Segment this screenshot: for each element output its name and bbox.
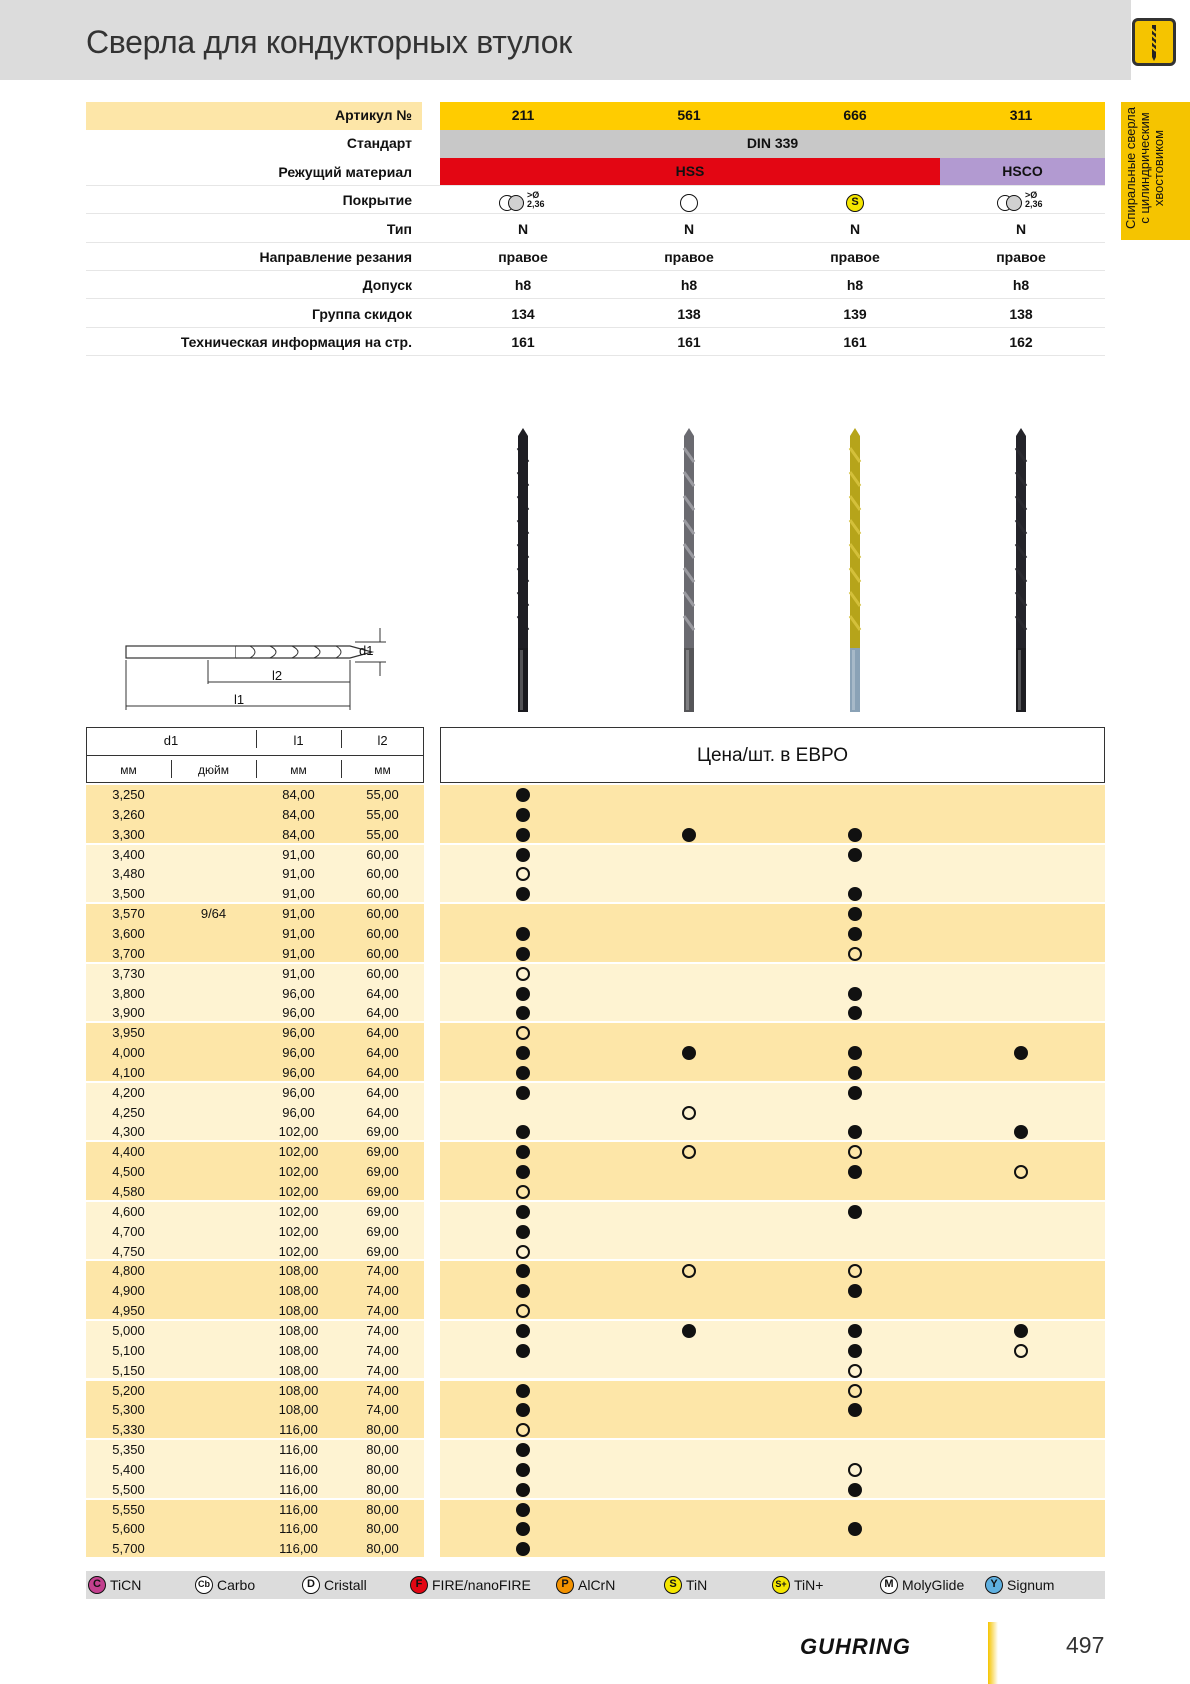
available-dot-icon[interactable] xyxy=(516,987,530,1001)
legend-cristall-icon: D xyxy=(302,1576,320,1594)
legend-tin-icon: S xyxy=(664,1576,682,1594)
row-group-bg xyxy=(440,1202,1105,1260)
on-request-circle-icon[interactable] xyxy=(516,1245,530,1259)
head-l2: l2 xyxy=(377,733,388,748)
spec-directions-2: правое xyxy=(830,249,880,265)
spec-label-tolerance: Допуск xyxy=(362,277,412,294)
cell-d: 5,300 xyxy=(112,1402,145,1418)
cell-l2: 60,00 xyxy=(366,945,399,961)
cell-l2: 60,00 xyxy=(366,925,399,941)
cell-l2: 69,00 xyxy=(366,1223,399,1239)
spec-tolerances-2: h8 xyxy=(846,277,864,294)
cell-l1: 84,00 xyxy=(282,787,315,802)
cell-l1: 102,00 xyxy=(278,1124,319,1140)
available-dot-icon[interactable] xyxy=(848,828,862,842)
cell-l2: 64,00 xyxy=(366,1064,399,1080)
cell-l1: 91,00 xyxy=(282,945,315,961)
available-dot-icon[interactable] xyxy=(848,987,862,1001)
cell-d: 4,800 xyxy=(112,1263,145,1279)
cell-d: 4,000 xyxy=(112,1045,145,1061)
legend-label: Cristall xyxy=(324,1577,367,1593)
available-dot-icon[interactable] xyxy=(516,1443,530,1457)
cell-d: 4,580 xyxy=(112,1184,145,1199)
cell-d: 3,400 xyxy=(112,846,145,862)
spec-tolerances-3: h8 xyxy=(1012,277,1030,294)
available-dot-icon[interactable] xyxy=(848,1046,862,1060)
spec-row-separator xyxy=(86,327,1105,328)
available-dot-icon[interactable] xyxy=(848,1066,862,1080)
spec-label-standard: Стандарт xyxy=(346,135,412,152)
cell-d: 3,480 xyxy=(112,866,145,882)
cell-d: 4,600 xyxy=(112,1203,145,1219)
cell-l1: 108,00 xyxy=(278,1322,319,1338)
legend-tin-icon: S+ xyxy=(772,1576,790,1594)
cell-l2: 74,00 xyxy=(366,1283,399,1299)
cell-l1: 102,00 xyxy=(278,1184,319,1199)
row-group-bg xyxy=(440,1321,1105,1379)
cell-d: 3,300 xyxy=(112,826,145,842)
cell-d: 3,800 xyxy=(112,985,145,1001)
row-group-bg xyxy=(440,1142,1105,1200)
cell-d: 5,200 xyxy=(112,1382,145,1398)
available-dot-icon[interactable] xyxy=(848,907,862,921)
available-dot-icon[interactable] xyxy=(516,1483,530,1497)
cell-d: 5,400 xyxy=(112,1461,145,1477)
cell-l2: 80,00 xyxy=(366,1461,399,1477)
legend-label: MolyGlide xyxy=(902,1577,965,1593)
row-group-bg xyxy=(440,904,1105,962)
unit-l1-mm: мм xyxy=(290,763,307,777)
spec-articles-1: 561 xyxy=(677,107,701,123)
cell-l2: 64,00 xyxy=(366,1084,399,1100)
row-group-bg xyxy=(440,964,1105,1022)
available-dot-icon[interactable] xyxy=(516,1384,530,1398)
cell-l2: 69,00 xyxy=(366,1144,399,1160)
cell-l2: 74,00 xyxy=(366,1263,399,1279)
cell-d: 5,350 xyxy=(112,1442,145,1458)
cell-l2: 69,00 xyxy=(366,1124,399,1140)
spec-tolerances-0: h8 xyxy=(514,277,532,294)
cell-d: 3,500 xyxy=(112,886,145,902)
spec-label-coating: Покрытие xyxy=(342,192,412,209)
row-group-bg xyxy=(440,785,1105,843)
cell-l2: 69,00 xyxy=(366,1164,399,1180)
cell-l1: 91,00 xyxy=(282,846,315,862)
available-dot-icon[interactable] xyxy=(1014,1324,1028,1338)
row-group-bg xyxy=(440,1440,1105,1498)
spec-directions-1: правое xyxy=(664,249,714,265)
available-dot-icon[interactable] xyxy=(848,848,862,862)
coating-threshold-note: >Ø 2,36 xyxy=(1025,190,1043,209)
cell-d: 3,600 xyxy=(112,925,145,941)
spec-types-1: N xyxy=(683,220,695,237)
available-dot-icon[interactable] xyxy=(516,1066,530,1080)
unit-d1-inch: дюйм xyxy=(198,763,229,777)
drill-photo-1 xyxy=(677,428,701,718)
available-dot-icon[interactable] xyxy=(848,927,862,941)
cell-l2: 80,00 xyxy=(366,1422,399,1438)
legend-signum-icon: Y xyxy=(985,1576,1003,1594)
cell-l1: 116,00 xyxy=(279,1461,318,1477)
available-dot-icon[interactable] xyxy=(848,1324,862,1338)
cell-d: 3,700 xyxy=(112,945,145,961)
cell-l2: 64,00 xyxy=(366,1045,399,1061)
available-dot-icon[interactable] xyxy=(516,848,530,862)
cell-l2: 60,00 xyxy=(366,846,399,862)
cell-l2: 60,00 xyxy=(366,965,399,981)
spec-directions-0: правое xyxy=(498,249,548,265)
available-dot-icon[interactable] xyxy=(516,1225,530,1239)
cell-l1: 91,00 xyxy=(282,925,315,941)
price-header: Цена/шт. в ЕВРО xyxy=(696,745,849,766)
cell-l1: 96,00 xyxy=(282,1104,315,1120)
dimension-diagram xyxy=(110,620,410,720)
spec-techinfo-2: 161 xyxy=(843,334,867,351)
cell-l1: 102,00 xyxy=(278,1243,319,1259)
cell-l2: 74,00 xyxy=(366,1303,399,1319)
spec-label-direction: Направление резания xyxy=(259,249,412,265)
spec-articles-3: 311 xyxy=(1009,107,1033,123)
cell-d: 3,250 xyxy=(112,787,145,802)
cell-l2: 69,00 xyxy=(366,1184,399,1199)
page-number: 497 xyxy=(1066,1632,1105,1658)
available-dot-icon[interactable] xyxy=(516,1503,530,1517)
cell-d: 4,700 xyxy=(112,1223,145,1239)
available-dot-icon[interactable] xyxy=(848,1483,862,1497)
legend-label: TiN xyxy=(686,1577,708,1593)
row-group-bg xyxy=(440,1381,1105,1439)
cell-l2: 80,00 xyxy=(366,1521,399,1537)
cell-l2: 60,00 xyxy=(366,906,399,922)
on-request-circle-icon[interactable] xyxy=(848,1384,862,1398)
cell-d: 4,750 xyxy=(112,1243,145,1259)
spec-techinfo-0: 161 xyxy=(511,334,535,351)
cell-l1: 116,00 xyxy=(279,1442,318,1458)
cell-d: 5,100 xyxy=(112,1342,145,1358)
spec-row-separator xyxy=(86,270,1105,271)
cell-d: 5,500 xyxy=(112,1481,145,1497)
cell-d: 3,730 xyxy=(112,965,145,981)
legend-carbo-icon: Cb xyxy=(195,1576,213,1594)
cell-l1: 116,00 xyxy=(279,1521,318,1537)
on-request-circle-icon[interactable] xyxy=(848,1463,862,1477)
cell-l2: 64,00 xyxy=(366,985,399,1001)
available-dot-icon[interactable] xyxy=(516,927,530,941)
row-group-bg xyxy=(440,1023,1105,1081)
available-dot-icon[interactable] xyxy=(516,788,530,802)
unit-d1-mm: мм xyxy=(120,763,137,777)
l2-label: l2 xyxy=(272,668,283,683)
cell-d: 3,950 xyxy=(112,1025,145,1041)
cell-l2: 74,00 xyxy=(366,1362,399,1378)
cell-l1: 91,00 xyxy=(282,965,315,981)
spec-discounts-3: 138 xyxy=(1009,305,1033,322)
cell-l2: 80,00 xyxy=(366,1442,399,1458)
cell-l1: 91,00 xyxy=(282,886,315,902)
cell-l2: 80,00 xyxy=(366,1501,399,1517)
spec-articles-2: 666 xyxy=(843,107,867,123)
cell-d: 4,100 xyxy=(112,1064,145,1080)
legend-label: Signum xyxy=(1007,1577,1055,1593)
cell-l2: 60,00 xyxy=(366,886,399,902)
cell-l1: 108,00 xyxy=(278,1382,319,1398)
cell-l1: 102,00 xyxy=(278,1203,319,1219)
footer-accent xyxy=(988,1622,998,1684)
spec-discounts-0: 134 xyxy=(511,305,535,322)
legend-label: Carbo xyxy=(217,1577,256,1593)
cell-d: 4,900 xyxy=(112,1283,145,1299)
available-dot-icon[interactable] xyxy=(516,1463,530,1477)
spec-techinfo-1: 161 xyxy=(677,334,701,351)
on-request-circle-icon[interactable] xyxy=(682,1106,696,1120)
cell-d: 5,150 xyxy=(112,1362,145,1378)
cell-l1: 91,00 xyxy=(282,906,315,922)
spec-standard-value: DIN 339 xyxy=(746,135,799,151)
cell-l1: 108,00 xyxy=(278,1303,319,1319)
cell-l2: 74,00 xyxy=(366,1322,399,1338)
row-group-bg xyxy=(440,1261,1105,1319)
cell-l1: 96,00 xyxy=(282,1005,315,1021)
coating-threshold-note: >Ø 2,36 xyxy=(527,190,545,209)
cell-l1: 116,00 xyxy=(279,1422,318,1438)
coating-combo-icon-3 xyxy=(997,190,1057,213)
cell-l2: 64,00 xyxy=(366,1104,399,1120)
available-dot-icon[interactable] xyxy=(848,1344,862,1358)
available-dot-icon[interactable] xyxy=(516,1046,530,1060)
page-title: Сверла для кондукторных втулок xyxy=(86,24,572,60)
legend-label: TiN+ xyxy=(794,1577,824,1593)
cell-d: 4,250 xyxy=(112,1104,145,1120)
row-group-bg xyxy=(440,1083,1105,1141)
available-dot-icon[interactable] xyxy=(516,1086,530,1100)
cell-l1: 96,00 xyxy=(282,1064,315,1080)
spec-techinfo-3: 162 xyxy=(1009,334,1033,351)
cell-l1: 91,00 xyxy=(282,866,315,882)
legend-label: TiCN xyxy=(110,1577,142,1593)
legend-molyglide-icon: M xyxy=(880,1576,898,1594)
cell-l1: 108,00 xyxy=(278,1402,319,1418)
row-group-bg xyxy=(440,1500,1105,1558)
cell-l2: 69,00 xyxy=(366,1243,399,1259)
available-dot-icon[interactable] xyxy=(516,808,530,822)
available-dot-icon[interactable] xyxy=(848,1205,862,1219)
cell-d: 4,400 xyxy=(112,1144,145,1160)
cell-d: 5,700 xyxy=(112,1541,145,1557)
spec-discounts-2: 139 xyxy=(843,305,867,322)
available-dot-icon[interactable] xyxy=(682,1324,696,1338)
spec-hsco-value: HSCO xyxy=(1002,163,1043,179)
available-dot-icon[interactable] xyxy=(516,1344,530,1358)
available-dot-icon[interactable] xyxy=(848,1086,862,1100)
spec-types-0: N xyxy=(517,220,529,237)
legend-label: AlCrN xyxy=(578,1577,616,1593)
cell-l1: 116,00 xyxy=(279,1501,318,1517)
tin-coating-icon: S xyxy=(846,194,864,212)
available-dot-icon[interactable] xyxy=(516,1205,530,1219)
cell-d: 4,500 xyxy=(112,1164,145,1180)
drill-photo-0 xyxy=(511,428,535,718)
coated-circle-icon xyxy=(1006,195,1022,211)
on-request-circle-icon[interactable] xyxy=(848,947,862,961)
brand-logo: GUHRING xyxy=(800,1634,911,1659)
spec-label-article: Артикул № xyxy=(335,107,412,123)
head-l1: l1 xyxy=(293,733,304,748)
on-request-circle-icon[interactable] xyxy=(516,1304,530,1318)
spec-types-2: N xyxy=(849,220,861,237)
coated-circle-icon xyxy=(508,195,524,211)
cell-d: 5,600 xyxy=(112,1521,145,1537)
legend-label: FIRE/nanoFIRE xyxy=(432,1577,531,1593)
spec-directions-3: правое xyxy=(996,249,1046,265)
cell-l1: 116,00 xyxy=(279,1481,318,1497)
on-request-circle-icon[interactable] xyxy=(516,1185,530,1199)
spec-label-material: Режущий материал xyxy=(278,163,412,180)
uncoated-circle-icon xyxy=(680,194,698,212)
spec-hss-value: HSS xyxy=(675,163,705,179)
cell-d: 5,330 xyxy=(112,1422,145,1438)
cell-d: 4,950 xyxy=(112,1303,145,1319)
spec-row-separator xyxy=(86,242,1105,243)
legend-ticn-icon: C xyxy=(88,1576,106,1594)
drill-photo-3 xyxy=(1009,428,1033,718)
cell-d: 5,550 xyxy=(112,1501,145,1517)
on-request-circle-icon[interactable] xyxy=(1014,1344,1028,1358)
head-d1: d1 xyxy=(163,733,179,748)
available-dot-icon[interactable] xyxy=(682,828,696,842)
cell-l1: 96,00 xyxy=(282,1025,315,1041)
spec-articles-0: 211 xyxy=(511,107,535,123)
coating-combo-icon-0 xyxy=(499,190,559,213)
on-request-circle-icon[interactable] xyxy=(848,1364,862,1378)
available-dot-icon[interactable] xyxy=(516,947,530,961)
spec-tolerances-1: h8 xyxy=(680,277,698,294)
legend-alcrn-icon: P xyxy=(556,1576,574,1594)
cell-l1: 96,00 xyxy=(282,1045,315,1061)
cell-l2: 74,00 xyxy=(366,1382,399,1398)
cell-l1: 84,00 xyxy=(282,826,315,842)
cell-l1: 102,00 xyxy=(278,1144,319,1160)
available-dot-icon[interactable] xyxy=(516,1324,530,1338)
cell-d: 4,300 xyxy=(112,1124,145,1140)
row-group-bg xyxy=(440,845,1105,903)
cell-l2: 55,00 xyxy=(366,826,399,842)
spec-label-type: Тип xyxy=(386,220,412,237)
available-dot-icon[interactable] xyxy=(1014,1046,1028,1060)
spec-row-separator xyxy=(86,355,1105,356)
cell-d: 4,200 xyxy=(112,1084,145,1100)
available-dot-icon[interactable] xyxy=(682,1046,696,1060)
side-category-label: Спиральные сверла с цилиндрическим хвостовиком xyxy=(1123,107,1166,229)
cell-l1: 116,00 xyxy=(279,1541,318,1557)
cell-l1: 102,00 xyxy=(278,1223,319,1239)
spec-label-discount: Группа скидок xyxy=(312,305,412,322)
drill-photo-2 xyxy=(843,428,867,718)
spec-label-techinfo: Техническая информация на стр. xyxy=(180,334,412,351)
cell-l2: 80,00 xyxy=(366,1541,399,1557)
cell-l1: 108,00 xyxy=(278,1283,319,1299)
cell-l1: 96,00 xyxy=(282,985,315,1001)
spec-row-separator xyxy=(86,298,1105,299)
cell-l1: 108,00 xyxy=(278,1263,319,1279)
cell-l2: 64,00 xyxy=(366,1005,399,1021)
legend-firenanofire-icon: F xyxy=(410,1576,428,1594)
drill-icon xyxy=(1132,18,1176,66)
cell-l2: 55,00 xyxy=(366,806,399,822)
cell-d: 3,260 xyxy=(112,806,145,822)
cell-l2: 55,00 xyxy=(366,787,399,802)
spec-types-3: N xyxy=(1015,220,1027,237)
cell-l2: 60,00 xyxy=(366,866,399,882)
spec-row-separator xyxy=(86,185,1105,186)
unit-l2-mm: мм xyxy=(374,763,391,777)
cell-d: 3,570 xyxy=(112,906,145,922)
spec-row-separator xyxy=(86,213,1105,214)
l1-label: l1 xyxy=(234,692,245,707)
cell-l1: 96,00 xyxy=(282,1084,315,1100)
cell-d: 3,900 xyxy=(112,1005,145,1021)
cell-l1: 84,00 xyxy=(282,806,315,822)
cell-l1: 108,00 xyxy=(278,1362,319,1378)
on-request-circle-icon[interactable] xyxy=(516,967,530,981)
cell-l1: 108,00 xyxy=(278,1342,319,1358)
cell-d: 5,000 xyxy=(112,1322,145,1338)
cell-l2: 80,00 xyxy=(366,1481,399,1497)
cell-l2: 64,00 xyxy=(366,1025,399,1041)
d1-label: d1 xyxy=(359,643,374,658)
cell-l2: 74,00 xyxy=(366,1342,399,1358)
spec-discounts-1: 138 xyxy=(677,305,701,322)
cell-l1: 102,00 xyxy=(278,1164,319,1180)
cell-l2: 69,00 xyxy=(366,1203,399,1219)
cell-inch: 9/64 xyxy=(200,906,227,922)
cell-l2: 74,00 xyxy=(366,1402,399,1418)
available-dot-icon[interactable] xyxy=(516,828,530,842)
